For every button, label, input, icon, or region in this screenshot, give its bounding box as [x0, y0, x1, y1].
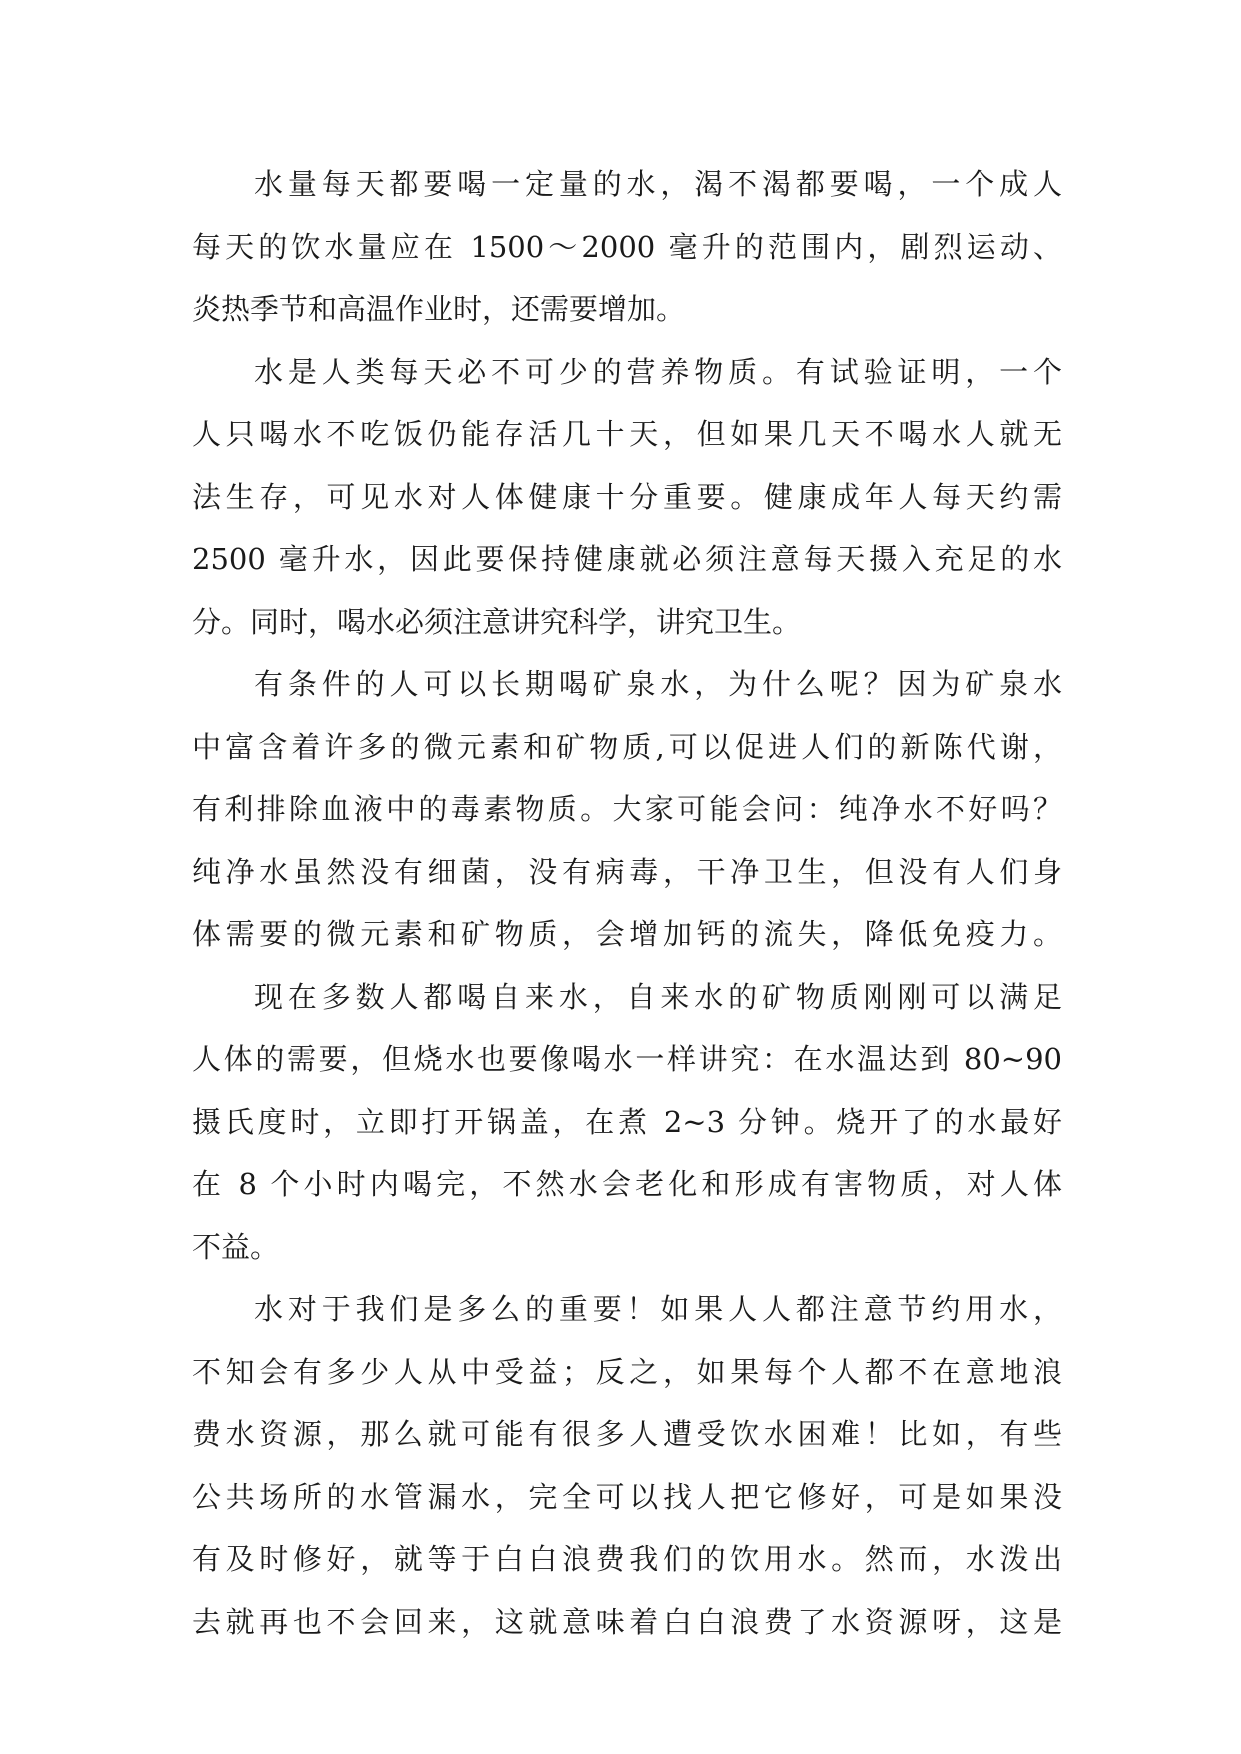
- text-line: 每天的饮水量应在 1500～2000 毫升的范围内，剧烈运动、: [192, 229, 1062, 264]
- paragraph: [192, 153, 1062, 341]
- text-line: 有及时修好，就等于白白浪费我们的饮用水。然而，水泼出: [192, 1542, 1062, 1576]
- text-line: 水对于我们是多么的重要！如果人人都注意节约用水，: [254, 1292, 1062, 1326]
- document-body: [192, 153, 1062, 1653]
- text-line: 分。同时，喝水必须注意讲究科学，讲究卫生。: [192, 604, 802, 639]
- paragraph: [192, 341, 1062, 654]
- text-line: 费水资源，那么就可能有很多人遭受饮水困难！比如，有些: [192, 1417, 1062, 1451]
- text-line: 现在多数人都喝自来水，自来水的矿物质刚刚可以满足: [254, 979, 1062, 1014]
- text-line: 水是人类每天必不可少的营养物质。有试验证明，一个: [254, 354, 1062, 389]
- text-line: 中富含着许多的微元素和矿物质,可以促进人们的新陈代谢，: [192, 729, 1062, 764]
- paragraph: [192, 1278, 1062, 1653]
- text-line: 去就再也不会回来，这就意味着白白浪费了水资源呀，这是: [192, 1604, 1062, 1639]
- text-line: 法生存，可见水对人体健康十分重要。健康成年人每天约需: [192, 479, 1062, 514]
- text-line: 2500 毫升水，因此要保持健康就必须注意每天摄入充足的水: [192, 542, 1062, 576]
- text-line: 公共场所的水管漏水，完全可以找人把它修好，可是如果没: [192, 1479, 1062, 1514]
- text-line: 摄氏度时，立即打开锅盖，在煮 2~3 分钟。烧开了的水最好: [192, 1104, 1062, 1139]
- text-line: 不知会有多少人从中受益；反之，如果每个人都不在意地浪: [192, 1354, 1062, 1389]
- text-line: 有条件的人可以长期喝矿泉水，为什么呢？因为矿泉水: [254, 667, 1062, 701]
- paragraph: [192, 653, 1062, 966]
- text-line: 炎热季节和高温作业时，还需要增加。: [192, 292, 686, 326]
- text-line: 有利排除血液中的毒素物质。大家可能会问：纯净水不好吗？: [192, 792, 1062, 826]
- text-line: 人只喝水不吃饭仍能存活几十天，但如果几天不喝水人就无: [192, 417, 1062, 451]
- text-line: 体需要的微元素和矿物质，会增加钙的流失，降低免疫力。: [192, 917, 1062, 951]
- text-line: 纯净水虽然没有细菌，没有病毒，干净卫生，但没有人们身: [192, 854, 1062, 889]
- text-line: 在 8 个小时内喝完，不然水会老化和形成有害物质，对人体: [192, 1167, 1062, 1201]
- text-line: 不益。: [192, 1229, 280, 1264]
- text-line: 水量每天都要喝一定量的水，渴不渴都要喝，一个成人: [254, 167, 1062, 201]
- text-line: 人体的需要，但烧水也要像喝水一样讲究：在水温达到 80~90: [192, 1042, 1062, 1076]
- paragraph: [192, 966, 1062, 1279]
